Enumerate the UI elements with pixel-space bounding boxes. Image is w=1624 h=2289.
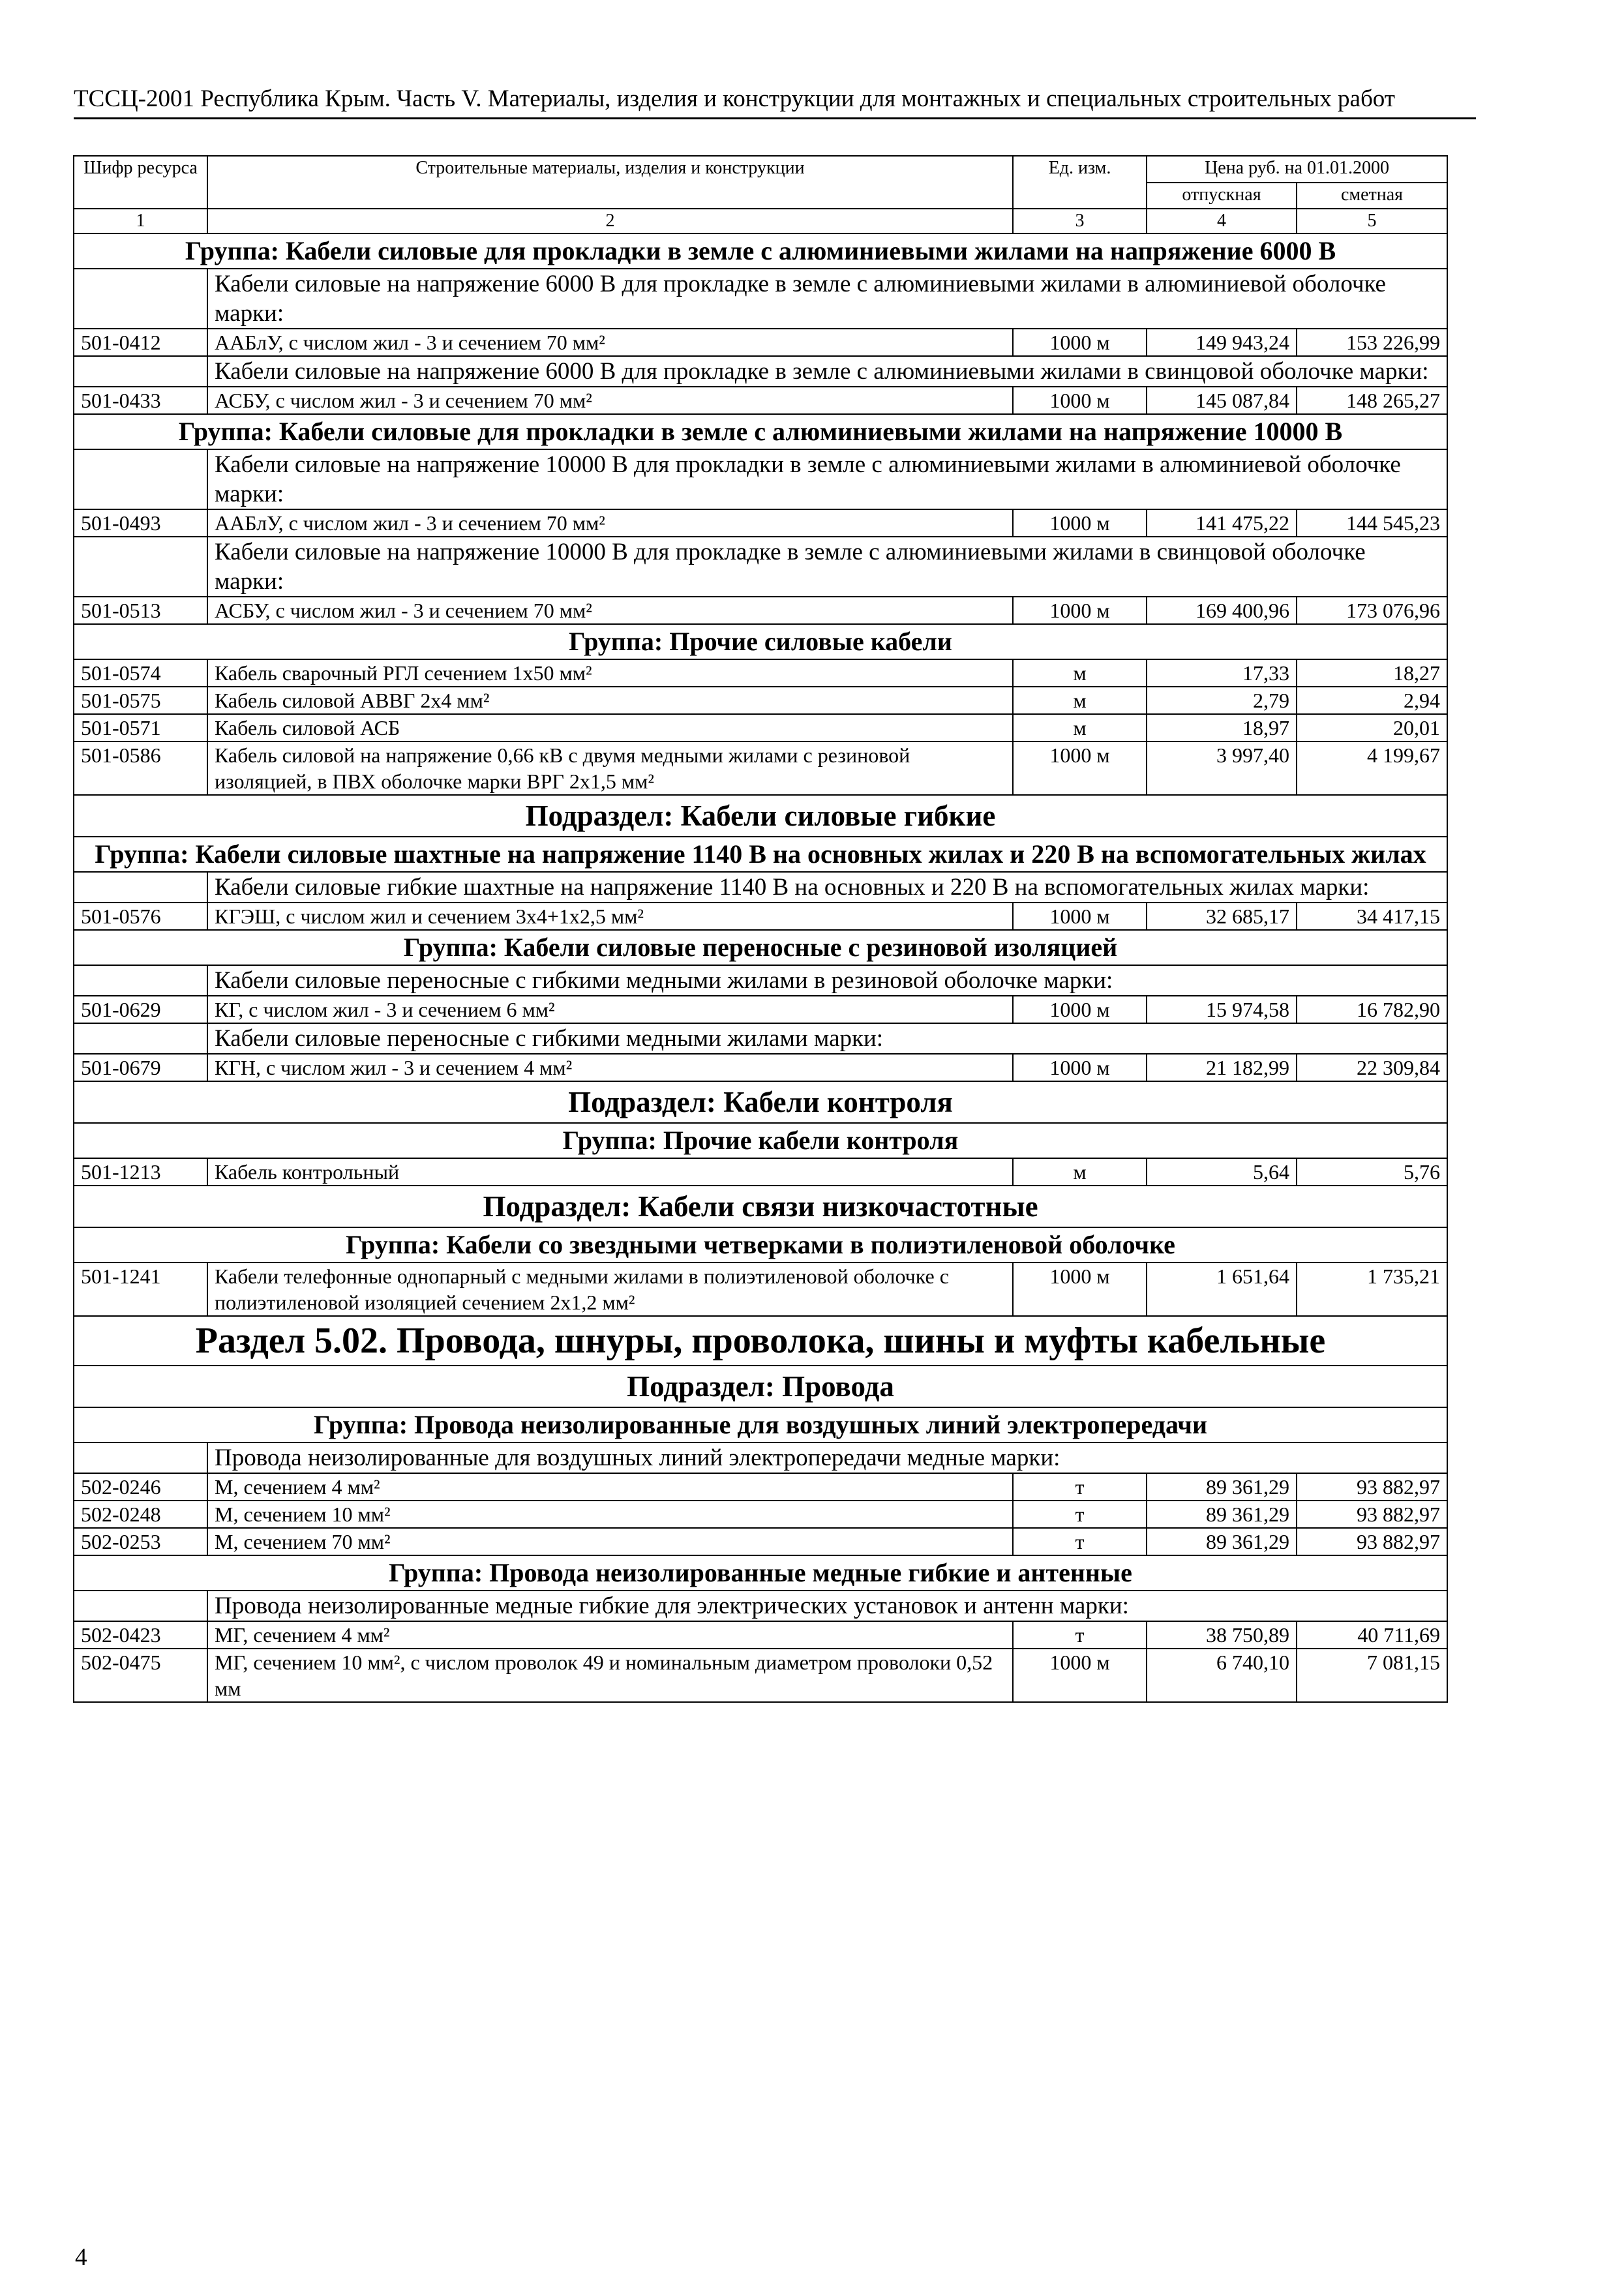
table-row	[74, 329, 1447, 356]
description-row	[74, 965, 1447, 996]
release-price: 89 361,29	[1147, 1473, 1297, 1501]
unit-cell: 1000 м	[1013, 741, 1147, 795]
table-row	[74, 1473, 1447, 1501]
release-price: 3 997,40	[1147, 741, 1297, 795]
empty-code-cell	[74, 872, 207, 903]
estimate-price: 1 735,21	[1297, 1263, 1447, 1316]
subsection-heading: Подраздел: Кабели связи низкочастотные	[74, 1186, 1447, 1227]
material-name: Кабель контрольный	[207, 1158, 1013, 1186]
unit-cell: м	[1013, 1158, 1147, 1186]
resource-code: 501-0586	[74, 741, 207, 795]
col-header-name: Строительные материалы, изделия и конструкции	[207, 156, 1013, 209]
unit-cell: т	[1013, 1473, 1147, 1501]
group-heading-row	[74, 624, 1447, 659]
document-header-title: ТССЦ-2001 Республика Крым. Часть V. Материалы, изделия и конструкции для монтажных и специальных строительных работ	[74, 85, 1395, 112]
unit-cell: м	[1013, 659, 1147, 687]
release-price: 145 087,84	[1147, 387, 1297, 414]
release-price: 169 400,96	[1147, 597, 1297, 624]
release-price: 5,64	[1147, 1158, 1297, 1186]
release-price: 15 974,58	[1147, 996, 1297, 1023]
section-heading-row	[74, 1316, 1447, 1366]
subsection-heading: Подраздел: Провода	[74, 1366, 1447, 1407]
unit-cell: 1000 м	[1013, 996, 1147, 1023]
table-row	[74, 714, 1447, 741]
col-number: 5	[1297, 209, 1447, 233]
description-row	[74, 269, 1447, 329]
col-number: 4	[1147, 209, 1297, 233]
estimate-price: 7 081,15	[1297, 1649, 1447, 1702]
unit-cell: 1000 м	[1013, 387, 1147, 414]
resource-code: 501-1213	[74, 1158, 207, 1186]
estimate-price: 173 076,96	[1297, 597, 1447, 624]
material-name: Кабели телефонные однопарный с медными жилами в полиэтиленовой оболочке с полиэтиленовой изоляцией сечением 2х1,2 мм²	[207, 1263, 1013, 1316]
description-row	[74, 449, 1447, 509]
estimate-price: 2,94	[1297, 687, 1447, 714]
col-header-unit: Ед. изм.	[1013, 156, 1147, 209]
material-description: Кабели силовые переносные с гибкими медными жилами марки:	[207, 1023, 1447, 1054]
group-heading-row	[74, 1555, 1447, 1591]
estimate-price: 22 309,84	[1297, 1054, 1447, 1081]
group-heading: Группа: Кабели силовые для прокладки в земле с алюминиевыми жилами на напряжение 6000 В	[74, 233, 1447, 269]
estimate-price: 5,76	[1297, 1158, 1447, 1186]
unit-cell: м	[1013, 687, 1147, 714]
estimate-price: 148 265,27	[1297, 387, 1447, 414]
release-price: 149 943,24	[1147, 329, 1297, 356]
group-heading: Группа: Провода неизолированные медные гибкие и антенные	[74, 1555, 1447, 1591]
group-heading: Группа: Прочие силовые кабели	[74, 624, 1447, 659]
release-price: 32 685,17	[1147, 903, 1297, 930]
release-price: 6 740,10	[1147, 1649, 1297, 1702]
group-heading-row	[74, 837, 1447, 872]
resource-code: 501-0433	[74, 387, 207, 414]
unit-cell: 1000 м	[1013, 903, 1147, 930]
table-row	[74, 597, 1447, 624]
group-heading: Группа: Кабели силовые для прокладки в земле с алюминиевыми жилами на напряжение 10000 В	[74, 414, 1447, 449]
group-heading: Группа: Провода неизолированные для воздушных линий электропередачи	[74, 1407, 1447, 1443]
table-row	[74, 387, 1447, 414]
unit-cell: 1000 м	[1013, 1054, 1147, 1081]
group-heading: Группа: Кабели со звездными четверками в полиэтиленовой оболочке	[74, 1227, 1447, 1263]
material-name: КГ, с числом жил - 3 и сечением 6 мм²	[207, 996, 1013, 1023]
material-name: Кабель силовой на напряжение 0,66 кВ с двумя медными жилами с резиновой изоляцией, в ПВХ оболочке марки ВРГ 2х1,5 мм²	[207, 741, 1013, 795]
estimate-price: 93 882,97	[1297, 1473, 1447, 1501]
resource-code: 501-0576	[74, 903, 207, 930]
resource-code: 501-0574	[74, 659, 207, 687]
resource-code: 501-0575	[74, 687, 207, 714]
material-name: ААБлУ, с числом жил - 3 и сечением 70 мм²	[207, 329, 1013, 356]
unit-cell: т	[1013, 1528, 1147, 1555]
table-row	[74, 741, 1447, 795]
resource-code: 501-0679	[74, 1054, 207, 1081]
empty-code-cell	[74, 1023, 207, 1054]
group-heading-row	[74, 1227, 1447, 1263]
col-number: 3	[1013, 209, 1147, 233]
release-price: 1 651,64	[1147, 1263, 1297, 1316]
table-row	[74, 1501, 1447, 1528]
material-name: АСБУ, с числом жил - 3 и сечением 70 мм²	[207, 597, 1013, 624]
resource-code: 501-1241	[74, 1263, 207, 1316]
resource-code: 502-0253	[74, 1528, 207, 1555]
section-heading: Раздел 5.02. Провода, шнуры, проволока, шины и муфты кабельные	[74, 1316, 1447, 1366]
group-heading-row	[74, 1407, 1447, 1443]
subsection-heading-row	[74, 1366, 1447, 1407]
material-description: Кабели силовые на напряжение 10000 В для прокладке в земле с алюминиевыми жилами в свинцовой оболочке марки:	[207, 537, 1447, 597]
estimate-price: 40 711,69	[1297, 1621, 1447, 1649]
empty-code-cell	[74, 449, 207, 509]
group-heading-row	[74, 233, 1447, 269]
resource-code: 501-0513	[74, 597, 207, 624]
description-row	[74, 537, 1447, 597]
unit-cell: 1000 м	[1013, 597, 1147, 624]
release-price: 21 182,99	[1147, 1054, 1297, 1081]
unit-cell: 1000 м	[1013, 329, 1147, 356]
resource-code: 502-0423	[74, 1621, 207, 1649]
price-table	[73, 155, 1448, 1703]
col-number: 2	[207, 209, 1013, 233]
unit-cell: т	[1013, 1501, 1147, 1528]
material-name: ААБлУ, с числом жил - 3 и сечением 70 мм²	[207, 509, 1013, 537]
unit-cell: м	[1013, 714, 1147, 741]
table-header-row	[74, 156, 1447, 183]
subsection-heading: Подраздел: Кабели контроля	[74, 1081, 1447, 1123]
release-price: 89 361,29	[1147, 1528, 1297, 1555]
resource-code: 501-0412	[74, 329, 207, 356]
material-name: МГ, сечением 4 мм²	[207, 1621, 1013, 1649]
empty-code-cell	[74, 537, 207, 597]
table-row	[74, 509, 1447, 537]
col-header-price: Цена руб. на 01.01.2000	[1147, 156, 1447, 183]
resource-code: 501-0493	[74, 509, 207, 537]
estimate-price: 18,27	[1297, 659, 1447, 687]
table-row	[74, 1054, 1447, 1081]
material-name: КГЭШ, с числом жил и сечением 3х4+1х2,5 мм²	[207, 903, 1013, 930]
column-number-row	[74, 209, 1447, 233]
table-row	[74, 996, 1447, 1023]
group-heading: Группа: Кабели силовые шахтные на напряжение 1140 В на основных жилах и 220 В на вспомогательных жилах	[74, 837, 1447, 872]
table-row	[74, 659, 1447, 687]
col-header-code: Шифр ресурса	[74, 156, 207, 209]
material-description: Кабели силовые на напряжение 6000 В для прокладке в земле с алюминиевыми жилами в алюминиевой оболочке марки:	[207, 269, 1447, 329]
subsection-heading: Подраздел: Кабели силовые гибкие	[74, 795, 1447, 837]
description-row	[74, 872, 1447, 903]
release-price: 89 361,29	[1147, 1501, 1297, 1528]
unit-cell: т	[1013, 1621, 1147, 1649]
page-number: 4	[75, 2244, 87, 2271]
resource-code: 501-0571	[74, 714, 207, 741]
material-name: Кабель силовой АВВГ 2х4 мм²	[207, 687, 1013, 714]
material-name: М, сечением 4 мм²	[207, 1473, 1013, 1501]
col-header-release: отпускная	[1147, 183, 1297, 209]
material-name: М, сечением 70 мм²	[207, 1528, 1013, 1555]
description-row	[74, 1443, 1447, 1473]
release-price: 141 475,22	[1147, 509, 1297, 537]
empty-code-cell	[74, 965, 207, 996]
estimate-price: 93 882,97	[1297, 1501, 1447, 1528]
estimate-price: 153 226,99	[1297, 329, 1447, 356]
description-row	[74, 1023, 1447, 1054]
material-name: КГН, с числом жил - 3 и сечением 4 мм²	[207, 1054, 1013, 1081]
material-name: Кабель силовой АСБ	[207, 714, 1013, 741]
group-heading-row	[74, 1123, 1447, 1158]
material-name: МГ, сечением 10 мм², с числом проволок 49 и номинальным диаметром проволоки 0,52 мм	[207, 1649, 1013, 1702]
subsection-heading-row	[74, 795, 1447, 837]
material-description: Провода неизолированные медные гибкие для электрических установок и антенн марки:	[207, 1591, 1447, 1621]
material-name: Кабель сварочный РГЛ сечением 1х50 мм²	[207, 659, 1013, 687]
table-row	[74, 687, 1447, 714]
estimate-price: 144 545,23	[1297, 509, 1447, 537]
release-price: 38 750,89	[1147, 1621, 1297, 1649]
col-number: 1	[74, 209, 207, 233]
empty-code-cell	[74, 269, 207, 329]
group-heading-row	[74, 414, 1447, 449]
release-price: 18,97	[1147, 714, 1297, 741]
estimate-price: 93 882,97	[1297, 1528, 1447, 1555]
table-row	[74, 1158, 1447, 1186]
table-row	[74, 1649, 1447, 1702]
group-heading-row	[74, 930, 1447, 965]
group-heading: Группа: Кабели силовые переносные с резиновой изоляцией	[74, 930, 1447, 965]
description-row	[74, 1591, 1447, 1621]
estimate-price: 20,01	[1297, 714, 1447, 741]
material-description: Кабели силовые переносные с гибкими медными жилами в резиновой оболочке марки:	[207, 965, 1447, 996]
table-row	[74, 903, 1447, 930]
estimate-price: 34 417,15	[1297, 903, 1447, 930]
table-row	[74, 1263, 1447, 1316]
group-heading: Группа: Прочие кабели контроля	[74, 1123, 1447, 1158]
material-description: Кабели силовые на напряжение 10000 В для прокладки в земле с алюминиевыми жилами в алюминиевой оболочке марки:	[207, 449, 1447, 509]
unit-cell: 1000 м	[1013, 509, 1147, 537]
material-description: Кабели силовые на напряжение 6000 В для прокладке в земле с алюминиевыми жилами в свинцовой оболочке марки:	[207, 356, 1447, 387]
description-row	[74, 356, 1447, 387]
material-name: АСБУ, с числом жил - 3 и сечением 70 мм²	[207, 387, 1013, 414]
material-name: М, сечением 10 мм²	[207, 1501, 1013, 1528]
header-rule	[74, 117, 1476, 119]
subsection-heading-row	[74, 1186, 1447, 1227]
col-header-estimate: сметная	[1297, 183, 1447, 209]
material-description: Кабели силовые гибкие шахтные на напряжение 1140 В на основных и 220 В на вспомогательных жилах марки:	[207, 872, 1447, 903]
unit-cell: 1000 м	[1013, 1263, 1147, 1316]
resource-code: 501-0629	[74, 996, 207, 1023]
table-row	[74, 1621, 1447, 1649]
resource-code: 502-0475	[74, 1649, 207, 1702]
estimate-price: 16 782,90	[1297, 996, 1447, 1023]
release-price: 2,79	[1147, 687, 1297, 714]
empty-code-cell	[74, 356, 207, 387]
resource-code: 502-0248	[74, 1501, 207, 1528]
empty-code-cell	[74, 1443, 207, 1473]
subsection-heading-row	[74, 1081, 1447, 1123]
estimate-price: 4 199,67	[1297, 741, 1447, 795]
material-description: Провода неизолированные для воздушных линий электропередачи медные марки:	[207, 1443, 1447, 1473]
empty-code-cell	[74, 1591, 207, 1621]
resource-code: 502-0246	[74, 1473, 207, 1501]
unit-cell: 1000 м	[1013, 1649, 1147, 1702]
release-price: 17,33	[1147, 659, 1297, 687]
table-row	[74, 1528, 1447, 1555]
